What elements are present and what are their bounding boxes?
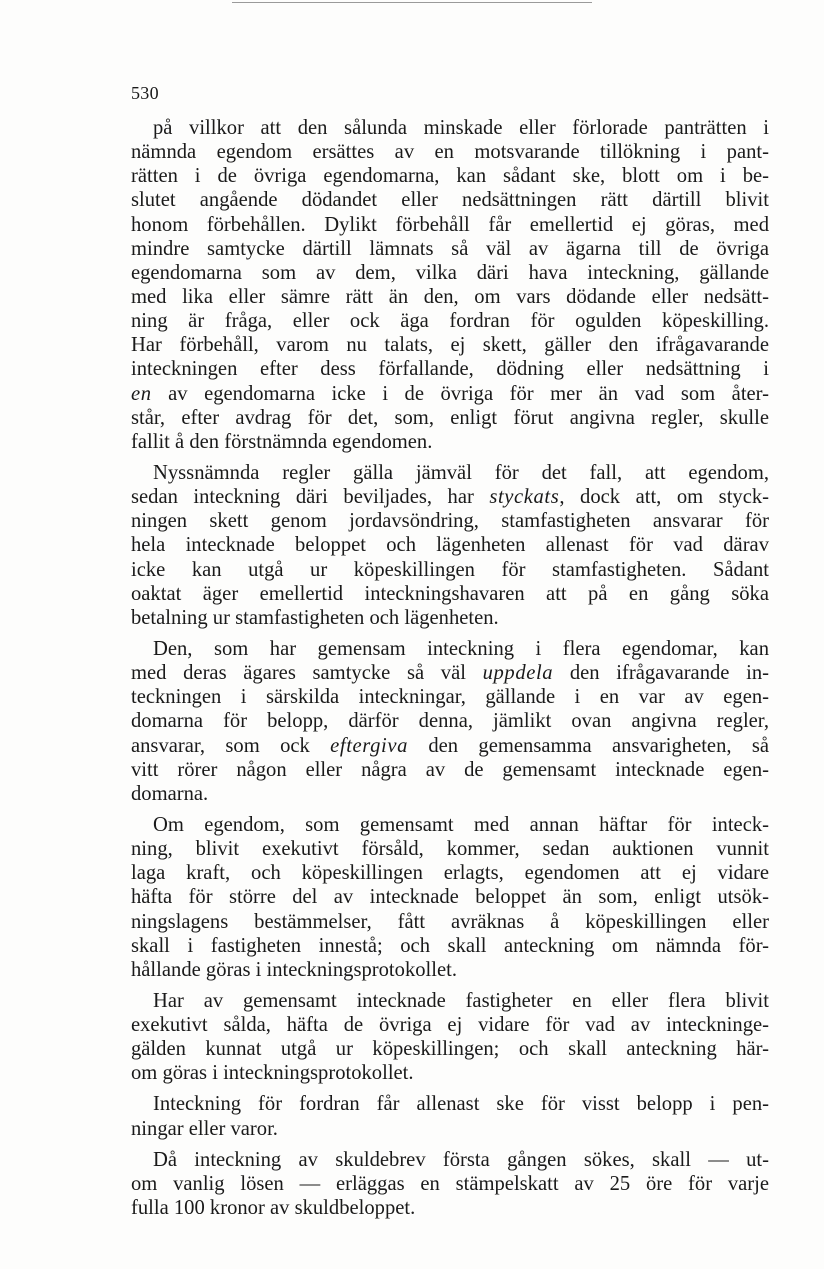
text-line: teckningen i särskilda inteckningar, gällande i en var av egen- xyxy=(131,686,769,709)
line-text-post: den gemensamma ansvarigheten, så xyxy=(408,734,770,757)
line-text-post: av egendomarna icke i de övriga för mer än vad som åter- xyxy=(151,382,769,405)
text-line: ningar eller varor. xyxy=(131,1117,278,1140)
text-line xyxy=(131,661,769,685)
text-line: mindre samtycke därtill lämnats så väl av ägarna till de övriga xyxy=(131,237,769,260)
text-line: Om egendom, som gemensamt med annan häftar för inteck- xyxy=(153,813,769,836)
line-text-post: den ifrågavarande in- xyxy=(553,662,769,685)
text-line: ningen skett genom jordavsöndring, stamfastigheten ansvarar för xyxy=(131,510,769,533)
text-line: icke kan utgå ur köpeskillingen för stamfastigheten. Sådant xyxy=(131,558,769,581)
text-line xyxy=(131,734,769,758)
italic-term: uppdela xyxy=(482,662,554,685)
text-line: oaktat äger emellertid inteckningshavaren att på en gång söka xyxy=(131,582,769,605)
text-line: skall i fastigheten innestå; och skall anteckning om nämnda för- xyxy=(131,934,769,957)
text-line: exekutivt sålda, häfta de övriga ej vidare för vad av inteckninge- xyxy=(131,1014,769,1037)
text-line: häfta för större del av intecknade beloppet än som, enligt utsök- xyxy=(131,886,769,909)
text-line: honom förbehållen. Dylikt förbehåll får emellertid ej göras, med xyxy=(131,213,769,236)
text-line: om göras i inteckningsprotokollet. xyxy=(131,1062,414,1085)
text-line: nämnda egendom ersättes av en motsvarande tillökning i pant- xyxy=(131,141,769,164)
paragraph xyxy=(131,461,769,630)
text-line: fallit å den förstnämnda egendomen. xyxy=(131,430,433,453)
text-line: ningslagens bestämmelser, fått avräknas å köpeskillingen eller xyxy=(131,910,769,933)
text-line: rätten i de övriga egendomarna, kan sådant ske, blott om i be- xyxy=(131,165,769,188)
paragraph xyxy=(131,637,769,806)
paragraph xyxy=(131,1092,769,1140)
text-line: domarna. xyxy=(131,782,209,805)
top-edge-rule xyxy=(232,2,592,3)
text-line: på villkor att den sålunda minskade eller förlorade panträtten i xyxy=(153,117,769,139)
text-line: vitt rörer någon eller några av de gemensamt intecknade egen- xyxy=(131,758,769,781)
text-line: gälden kunnat utgå ur köpeskillingen; och skall anteckning här- xyxy=(131,1038,769,1061)
italic-term: en xyxy=(131,382,152,405)
paragraph xyxy=(131,116,769,454)
text-line: hela intecknade beloppet och lägenheten allenast för vad därav xyxy=(131,534,769,557)
italic-term: styckats xyxy=(489,486,560,509)
text-line: Den, som har gemensam inteckning i flera egendomar, kan xyxy=(153,637,769,660)
paragraph xyxy=(131,813,769,982)
text-line xyxy=(131,382,769,406)
text-line: står, efter avdrag för det, som, enligt förut angivna regler, skulle xyxy=(131,406,769,429)
paragraph xyxy=(131,1148,769,1220)
text-line: Då inteckning av skuldebrev första gången sökes, skall — ut- xyxy=(153,1148,769,1171)
text-line: fulla 100 kronor av skuldbeloppet. xyxy=(131,1197,416,1220)
text-line xyxy=(131,485,769,509)
text-line: betalning ur stamfastigheten och lägenheten. xyxy=(131,606,499,629)
line-text-pre: med deras ägares samtycke så väl xyxy=(131,662,483,685)
text-line: Har av gemensamt intecknade fastigheter en eller flera blivit xyxy=(153,989,769,1012)
paragraph xyxy=(131,989,769,1086)
page-number: 530 xyxy=(131,83,159,103)
line-text-pre: ansvarar, som ock xyxy=(131,734,331,757)
text-line: Nyssnämnda regler gälla jämväl för det fall, att egendom, xyxy=(153,461,769,484)
text-line: ning är fråga, eller ock äga fordran för ogulden köpeskilling. xyxy=(131,310,769,333)
text-line: om vanlig lösen — erläggas en stämpelskatt av 25 öre för varje xyxy=(131,1172,769,1195)
text-line: hållande göras i inteckningsprotokollet. xyxy=(131,958,457,981)
text-line: ning, blivit exekutivt försåld, kommer, sedan auktionen vunnit xyxy=(131,838,769,861)
italic-term: eftergiva xyxy=(330,734,409,757)
text-line: laga kraft, och köpeskillingen erlagts, egendomen att ej vidare xyxy=(131,862,769,885)
text-line: Inteckning för fordran får allenast ske för visst belopp i pen- xyxy=(153,1093,769,1116)
line-text-pre: sedan inteckning däri beviljades, har xyxy=(131,486,490,509)
text-line: Har förbehåll, varom nu talats, ej skett, gäller den ifrågavarande xyxy=(131,334,769,357)
text-line: egendomarna som av dem, vilka däri hava inteckning, gällande xyxy=(131,261,769,284)
text-line: slutet angående dödandet eller nedsättningen rätt därtill blivit xyxy=(131,189,769,212)
line-text-post: , dock att, om styck- xyxy=(559,486,770,509)
text-line: inteckningen efter dess förfallande, dödning eller nedsättning i xyxy=(131,358,769,381)
body-text xyxy=(131,116,769,1220)
text-line: domarna för belopp, därför denna, jämlikt ovan angivna regler, xyxy=(131,710,769,733)
text-line: med lika eller sämre rätt än den, om vars dödande eller nedsätt- xyxy=(131,285,769,308)
